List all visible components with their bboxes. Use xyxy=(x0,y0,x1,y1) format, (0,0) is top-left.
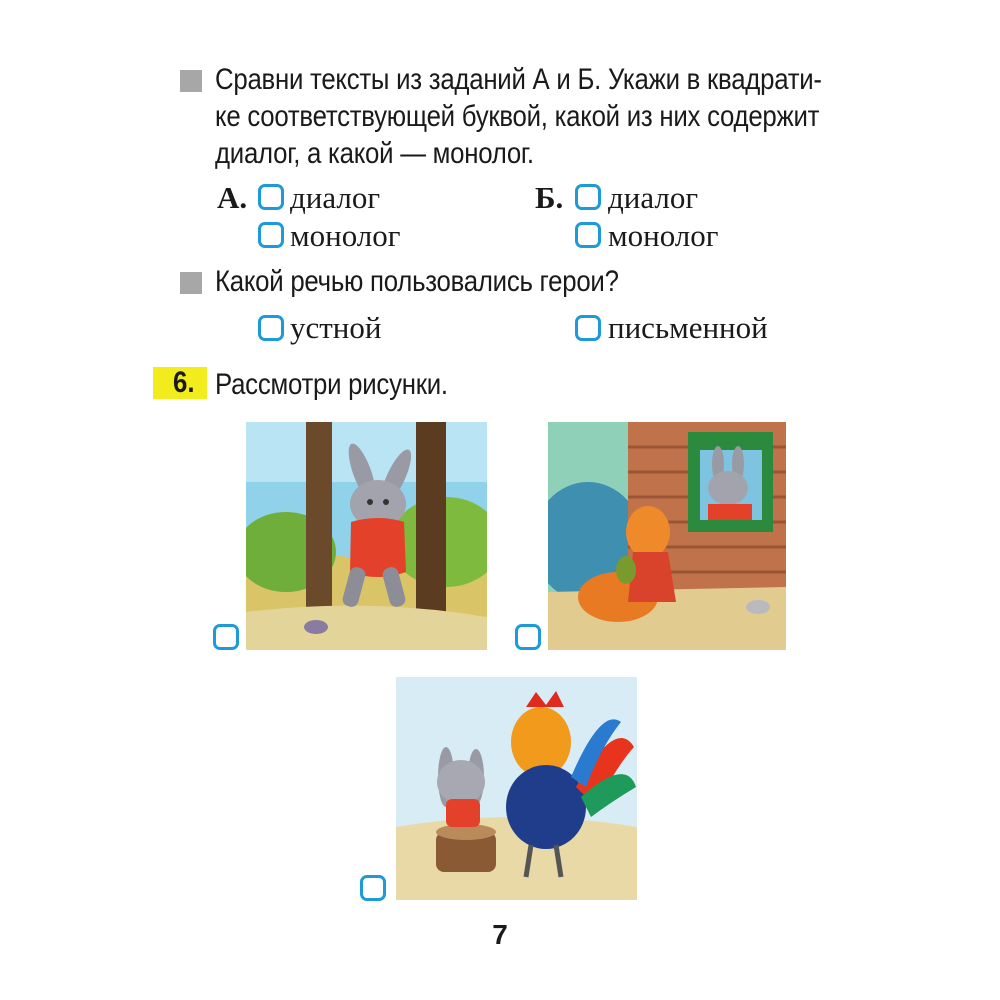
checkbox-b-monolog[interactable] xyxy=(575,222,601,248)
option-oral-label: устной xyxy=(290,310,382,345)
rabbit-walking-in-forest-illustration xyxy=(246,422,487,650)
letter-a-label: А. xyxy=(217,180,248,215)
checkbox-b-dialog[interactable] xyxy=(575,184,601,210)
option-b-dialog-label: диалог xyxy=(608,180,699,215)
checkbox-written[interactable] xyxy=(575,315,601,341)
bullet-marker xyxy=(180,272,202,294)
question-text: Какой речью пользовались герои? xyxy=(215,265,619,298)
checkbox-a-dialog[interactable] xyxy=(258,184,284,210)
task-number: 6. xyxy=(173,366,195,399)
option-b-monolog-label: монолог xyxy=(608,218,719,253)
instruction-line-3: диалог, а какой — монолог. xyxy=(215,137,534,170)
checkbox-oral[interactable] xyxy=(258,315,284,341)
checkbox-a-monolog[interactable] xyxy=(258,222,284,248)
option-a-dialog-label: диалог xyxy=(290,180,381,215)
checkbox-picture-1[interactable] xyxy=(213,624,239,650)
instruction-line-2: ке соответствующей буквой, какой из них содержит xyxy=(215,100,820,133)
page-number: 7 xyxy=(492,919,508,950)
checkbox-picture-3[interactable] xyxy=(360,875,386,901)
task-number-highlight xyxy=(153,367,207,399)
option-a-monolog-label: монолог xyxy=(290,218,401,253)
instruction-line-1: Сравни тексты из заданий А и Б. Укажи в квадрати- xyxy=(215,63,822,96)
option-written-label: письменной xyxy=(608,310,768,345)
bullet-marker xyxy=(180,70,202,92)
task-instruction: Рассмотри рисунки. xyxy=(215,368,448,401)
checkbox-picture-2[interactable] xyxy=(515,624,541,650)
rooster-and-rabbit-on-stump-illustration xyxy=(396,677,637,900)
letter-b-label: Б. xyxy=(535,180,564,215)
fox-and-rabbit-at-hut-window-illustration xyxy=(548,422,786,650)
